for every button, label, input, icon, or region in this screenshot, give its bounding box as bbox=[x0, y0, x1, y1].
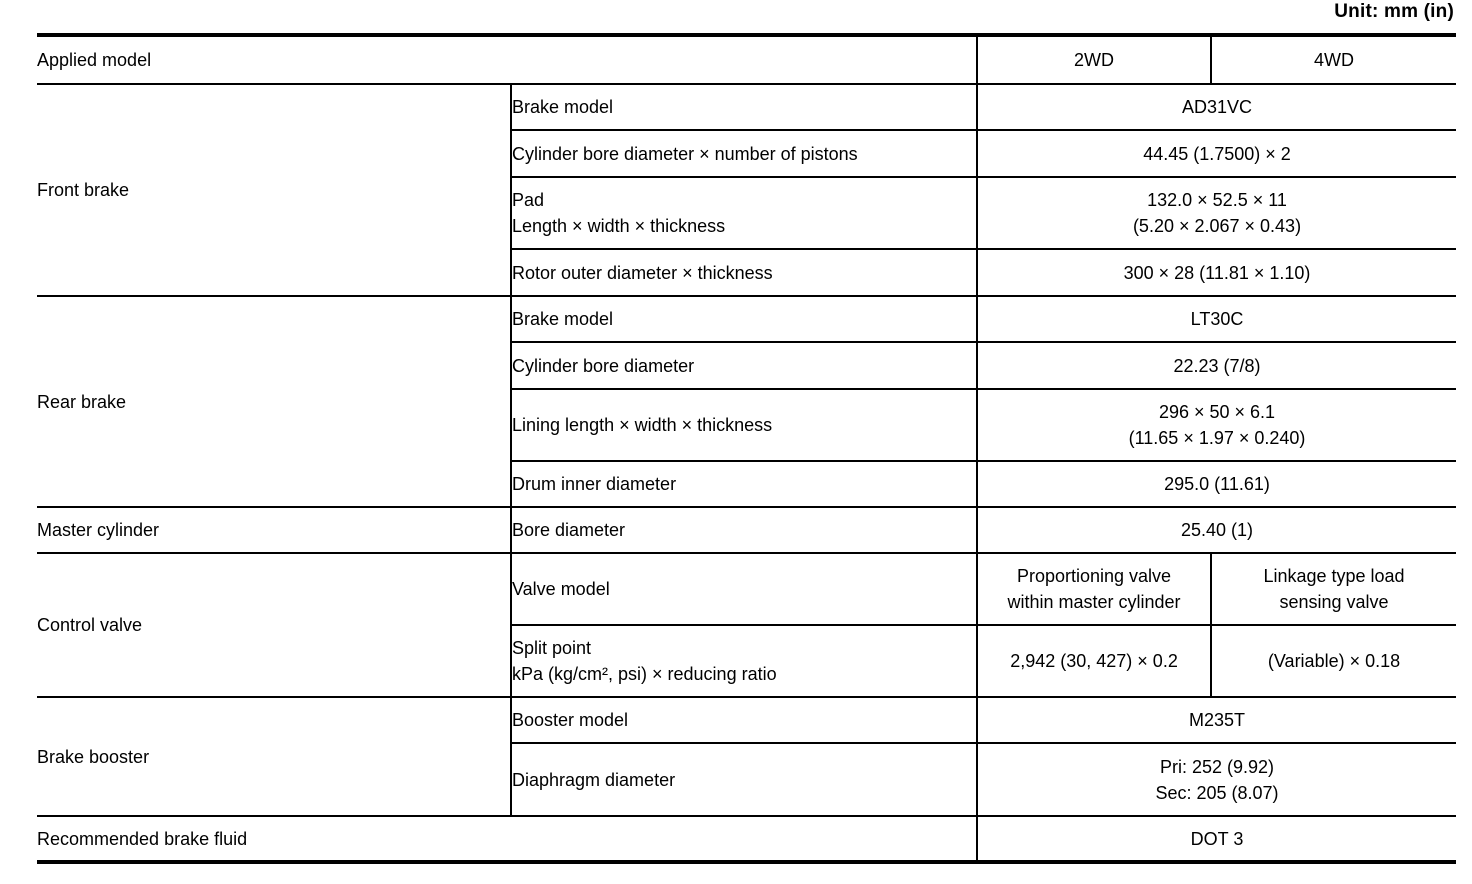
value-cell: DOT 3 bbox=[977, 816, 1456, 862]
item-cell bbox=[511, 177, 977, 249]
value-cell: 300 × 28 (11.81 × 1.10) bbox=[977, 249, 1456, 296]
value-cell-4wd: (Variable) × 0.18 bbox=[1211, 625, 1456, 697]
value-cell: 25.40 (1) bbox=[977, 507, 1456, 553]
table-row bbox=[37, 816, 1456, 862]
group-brake-booster: Brake booster bbox=[37, 697, 511, 816]
group-brake-fluid: Recommended brake fluid bbox=[37, 816, 977, 862]
item-cell: Cylinder bore diameter × number of pistons bbox=[511, 130, 977, 177]
table-row bbox=[37, 697, 1456, 743]
value-cell: M235T bbox=[977, 697, 1456, 743]
item-cell: Rotor outer diameter × thickness bbox=[511, 249, 977, 296]
item-cell: Bore diameter bbox=[511, 507, 977, 553]
item-line: Split point bbox=[512, 638, 592, 658]
item-cell: Brake model bbox=[511, 296, 977, 342]
item-line: kPa (kg/cm², psi) × reducing ratio bbox=[512, 664, 777, 684]
value-cell: 295.0 (11.61) bbox=[977, 461, 1456, 507]
value-line: (5.20 × 2.067 × 0.43) bbox=[1132, 216, 1302, 236]
value-line: within master cylinder bbox=[1007, 592, 1181, 612]
value-line: (11.65 × 1.97 × 0.240) bbox=[1128, 428, 1306, 448]
col-header-4wd: 4WD bbox=[1211, 35, 1456, 84]
value-cell-2wd: 2,942 (30, 427) × 0.2 bbox=[977, 625, 1211, 697]
group-front-brake: Front brake bbox=[37, 84, 511, 296]
item-cell: Valve model bbox=[511, 553, 977, 625]
item-cell: Lining length × width × thickness bbox=[511, 389, 977, 461]
value-cell bbox=[977, 177, 1456, 249]
header-row bbox=[37, 35, 1456, 84]
table-row bbox=[37, 553, 1456, 625]
table-row bbox=[37, 296, 1456, 342]
applied-model-header: Applied model bbox=[37, 35, 977, 84]
item-cell: Brake model bbox=[511, 84, 977, 130]
value-line: Proportioning valve bbox=[1016, 566, 1172, 586]
item-cell: Booster model bbox=[511, 697, 977, 743]
value-cell: 44.45 (1.7500) × 2 bbox=[977, 130, 1456, 177]
value-cell: AD31VC bbox=[977, 84, 1456, 130]
group-control-valve: Control valve bbox=[37, 553, 511, 697]
table-row bbox=[37, 84, 1456, 130]
value-line: Sec: 205 (8.07) bbox=[1155, 782, 1279, 803]
group-master-cylinder: Master cylinder bbox=[37, 507, 511, 553]
value-cell bbox=[977, 743, 1456, 816]
value-cell bbox=[977, 389, 1456, 461]
value-cell: 22.23 (7/8) bbox=[977, 342, 1456, 389]
item-cell bbox=[511, 625, 977, 697]
value-line: sensing valve bbox=[1279, 592, 1389, 612]
col-header-2wd: 2WD bbox=[977, 35, 1211, 84]
unit-label: Unit: mm (in) bbox=[1334, 1, 1454, 22]
value-cell-4wd bbox=[1211, 553, 1456, 625]
value-line: 132.0 × 52.5 × 11 bbox=[1147, 190, 1287, 210]
value-cell: LT30C bbox=[977, 296, 1456, 342]
value-line: Linkage type load bbox=[1263, 566, 1405, 586]
value-line: Pri: 252 (9.92) bbox=[1159, 756, 1275, 777]
table-row bbox=[37, 507, 1456, 553]
item-line: Pad bbox=[512, 190, 545, 210]
item-cell: Drum inner diameter bbox=[511, 461, 977, 507]
brake-spec-table bbox=[37, 33, 1456, 864]
item-line: Length × width × thickness bbox=[512, 216, 726, 236]
group-rear-brake: Rear brake bbox=[37, 296, 511, 507]
value-line: 296 × 50 × 6.1 bbox=[1158, 402, 1276, 422]
item-cell: Diaphragm diameter bbox=[511, 743, 977, 816]
item-cell: Cylinder bore diameter bbox=[511, 342, 977, 389]
value-cell-2wd bbox=[977, 553, 1211, 625]
